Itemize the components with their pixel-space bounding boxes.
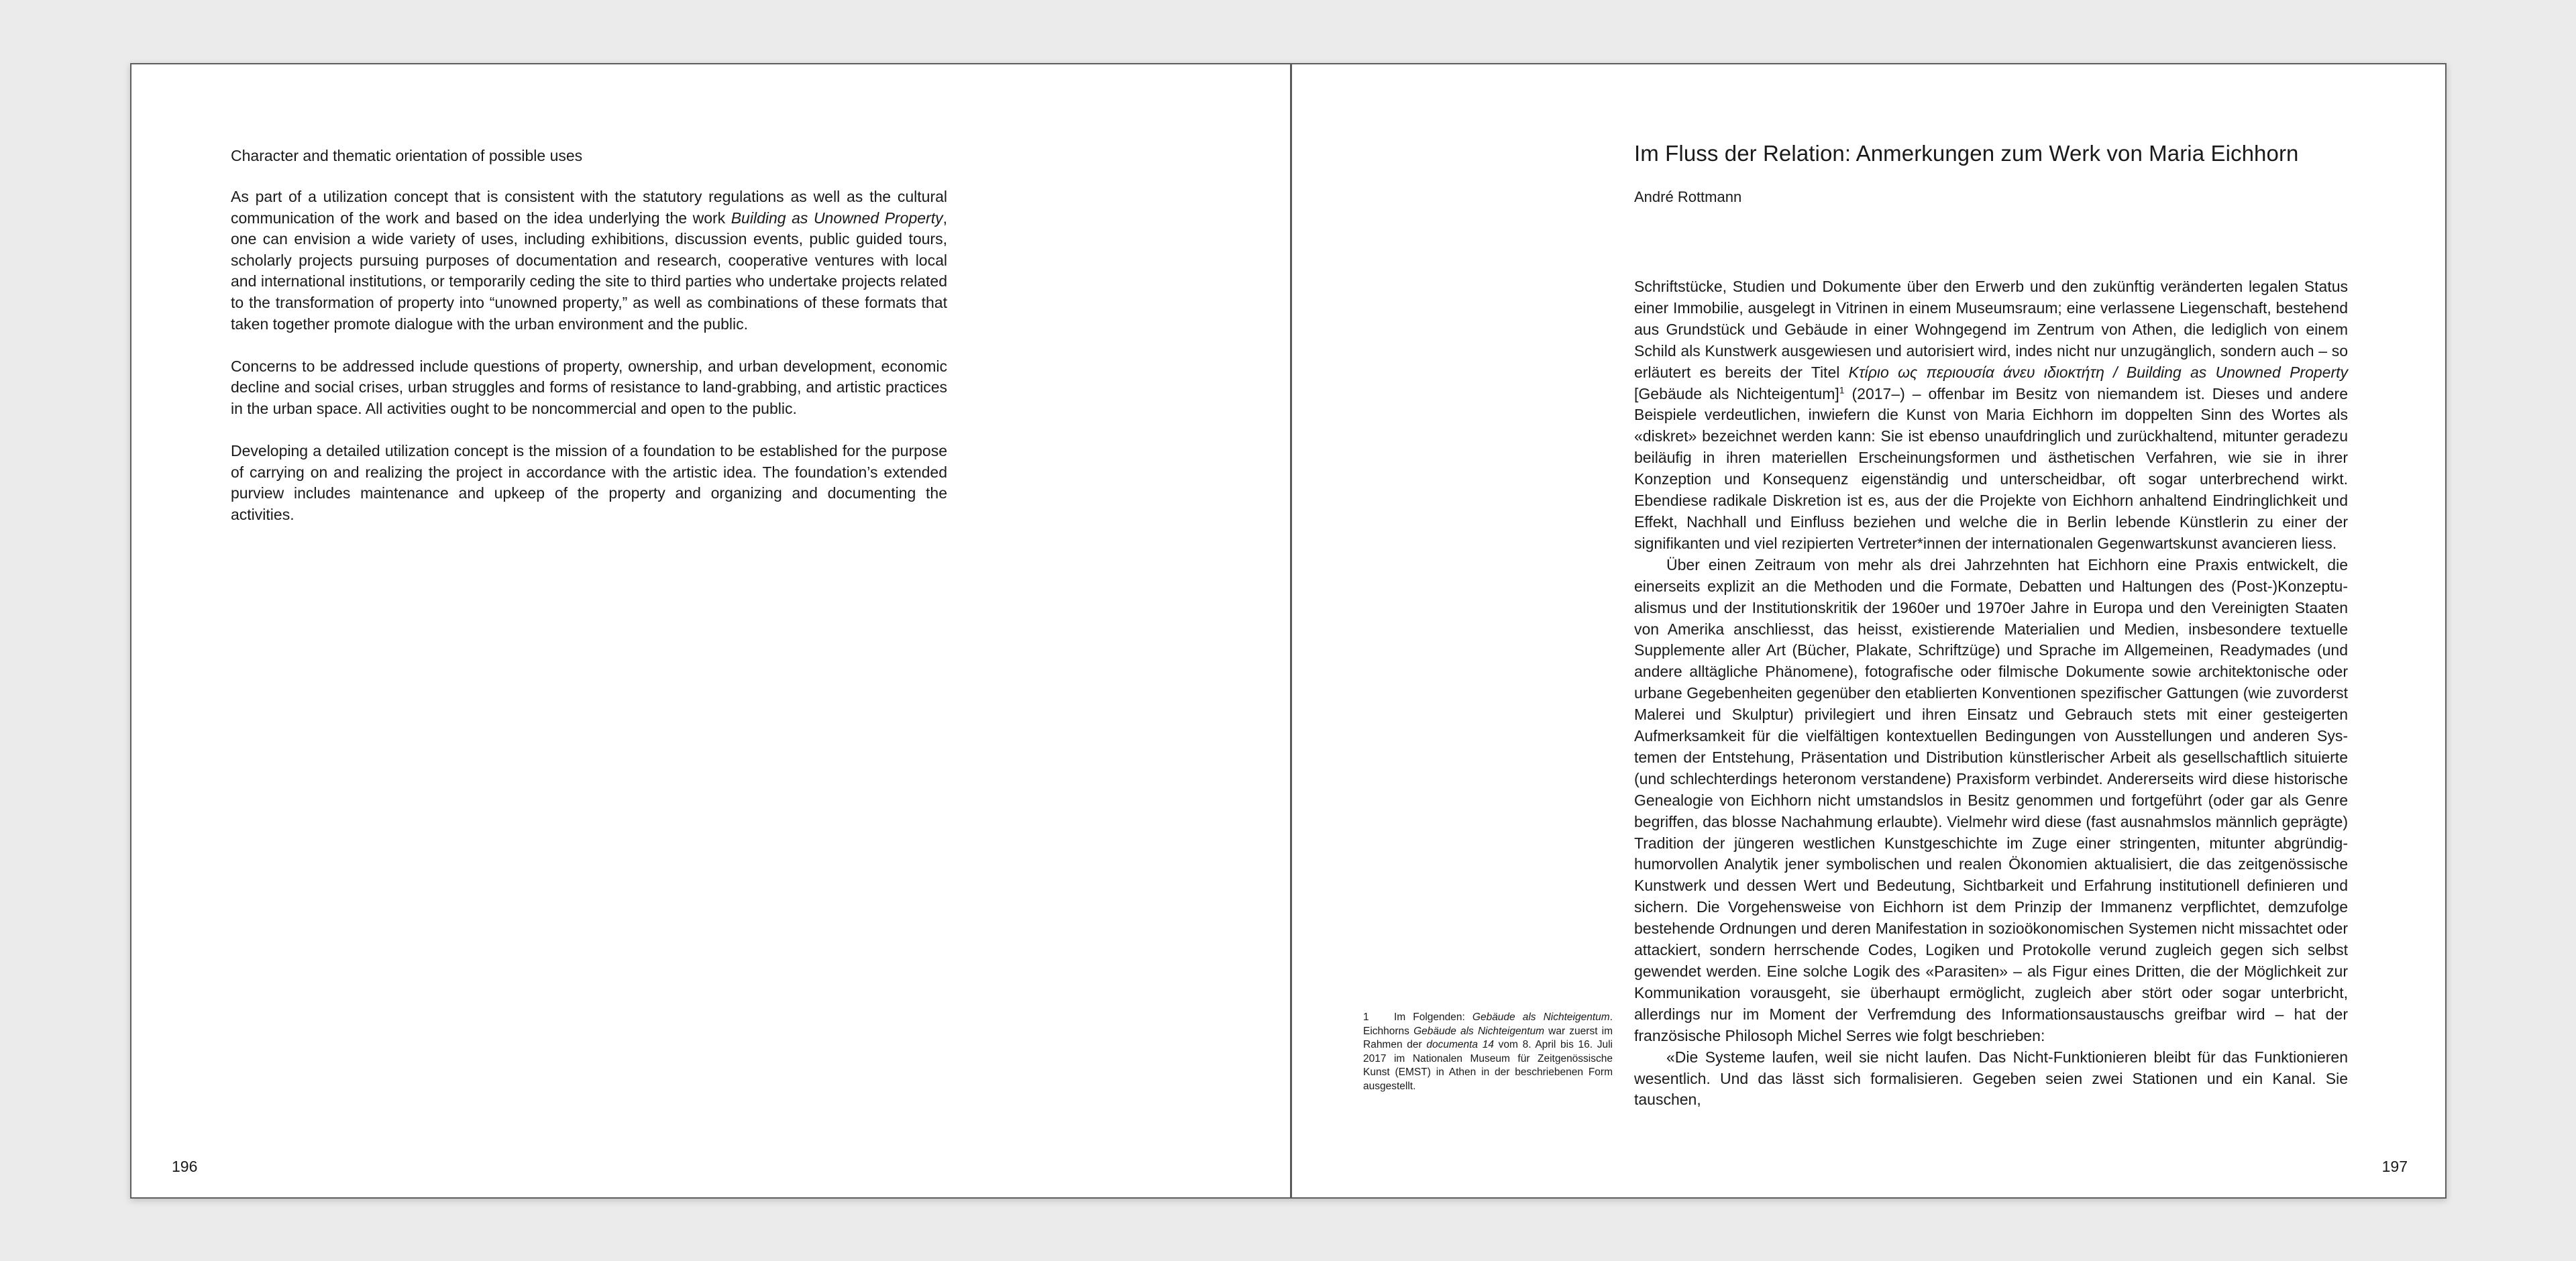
work-title: Building as Unowned Property xyxy=(731,209,943,227)
left-page xyxy=(131,64,1290,1197)
footnote: 1 Im Folgenden: Gebäude als Nichteigentum. Eichhorns Gebäude als Nichteigentum war zuerst im Rahmen der documenta 14 vom 8. April bis 16. Juli 2017 im Nationalen Museum für Zeitgenössische Kunst (EMST) in Athen in der beschriebenen Form ausgestellt. xyxy=(1363,1011,1613,1092)
right-page xyxy=(1292,64,2447,1197)
paragraph: As part of a utilization concept that is consistent with the statutory regulations as well as the cultural communication of the work and based on the idea underlying the work Building as Unowned Property, one can envision a wide variety of uses, including exhibitions, discussion events, public guided tours, scholarly projects pursuing purposes of documentation and research, cooperative ventures with local and international institutions, or temporarily ceding the site to third parties who undertake projects related to the transformation of property into “unowned property,” as well as combinations of these formats that taken together promote dialogue with the urban environment and the public. xyxy=(231,188,947,333)
page-number: 196 xyxy=(172,1158,198,1175)
paragraph: Über einen Zeitraum von mehr als drei Jahrzehnten hat Eichhorn eine Praxis entwickelt, die einerseits explizit an die Methoden und die Formate, Debatten und Haltungen des (Post-)Konzeptualismus und der Institutionskritik der 1960er und 1970er Jahre in Europa und den Vereinigten Staaten von Amerika anschliesst, das heisst, existierende Materialien und Medien, insbesondere textuelle Supplemente aller Art (Bücher, Plakate, Schriftzüge) und Sprache im Allgemeinen, Readymades (und andere alltägliche Phänomene), fotografische oder filmische Dokumente sowie architektonische oder urbane Gegebenheiten gegenüber den etablierten Konventionen spezifischer Gattungen (wie zuvorderst Malerei und Skulptur) privilegiert und ihren Einsatz und Gebrauch stets mit einer gesteigerten Aufmerksamkeit für die vielfältigen kontextuellen Bedingungen von Ausstellungen und anderen Systemen der Entstehung, Präsentation und Distribution künstlerischer Arbeit als gesellschaftlich situierte (und schlechterdings heteronom verstandene) Praxisform verbindet. Andererseits wird diese historische Genealogie von Eichhorn nicht umstandslos in Besitz genommen und fortgeführt (oder gar als Genre begriffen, das blosse Nachahmung erlaubte). Vielmehr wird diese (fast ausnahmslos männlich geprägte) Tradition der jüngeren westlichen Kunstgeschichte im Zuge einer stringenten, mitunter abgründig-humorvollen Analytik jener symbolischen und realen Ökonomien aktualisiert, die das zeitgenössische Kunstwerk und dessen Wert und Bedeutung, Sichtbarkeit und Erfahrung institutionell definieren und sichern. Die Vorgehensweise von Eichhorn ist dem Prinzip der Immanenz verpflichtet, demzufolge bestehende Ordnungen und deren Manifestation in sozioökonomischen Systemen nicht missachtet oder attackiert, sondern herrschende Codes, Logiken und Protokolle verund zugleich gegen sich selbst gewendet werden. Eine solche Logik des «Parasiten» – als Figur eines Dritten, die der Möglichkeit zur Kommunikation vorausgeht, sie überhaupt ermöglicht, zugleich aber stört oder sogar unterbricht, allerdings nur im Moment der Verfremdung des Informationsaustauschs greifbar wird – hat der französische Philosoph Michel Serres wie folgt beschrieben: xyxy=(1634,555,2348,1044)
section-heading: Character and thematic orientation of possible uses xyxy=(231,147,583,164)
quote-paragraph: «Die Systeme laufen, weil sie nicht laufen. Das Nicht-Funktionieren bleibt für das Funktionieren wesentlich. Und das lässt sich formalisieren. Gegeben seien zwei Stationen und ein Kanal. Sie tauschen, xyxy=(1634,1048,2348,1109)
author-name: André Rottmann xyxy=(1634,188,1742,205)
left-body-text xyxy=(231,186,947,547)
page-number: 197 xyxy=(2381,1158,2408,1175)
footnote-number: 1 xyxy=(1363,1011,1369,1023)
right-body-text xyxy=(1634,276,2348,1111)
paragraph: Developing a detailed utilization concept is the mission of a foundation to be established for the purpose of carrying on and realizing the project in accordance with the artistic idea. The foundation’s extended purview includes maintenance and upkeep of the property and organizing and documenting the activities. xyxy=(231,442,947,523)
paragraph: Concerns to be addressed include questions of property, ownership, and urban development, economic decline and social crises, urban struggles and forms of resistance to land-grabbing, and artistic practices in the urban space. All activities ought to be noncommercial and open to the public. xyxy=(231,357,947,417)
work-title: Κτίριο ως περιουσία άνευ ιδιοκτήτη / Building as Unowned Property xyxy=(1848,363,2348,381)
footnote-marker: 1 xyxy=(1839,384,1845,395)
book-spread xyxy=(130,63,2447,1199)
paragraph: Schriftstücke, Studien und Dokumente über den Erwerb und den zukünftig veränderten legalen Status einer Immobilie, ausgelegt in Vitrinen in einem Museumsraum; eine verlassene Liegenschaft, bestehend aus Grundstück und Gebäude in einer Wohngegend im Zentrum von Athen, die lediglich von einem Schild als Kunstwerk ausgewiesen und autorisiert wird, indes nicht nur unzugänglich, sondern auch – so erläutert es bereits der Titel Κτίριο ως περιουσία άνευ ιδιοκτήτη / Building as Unowned Property [Gebäude als Nichteigentum]$^1$ (2017–) – offenbar im Besitz von niemandem ist. Dieses und andere Beispiele verdeutlichen, inwiefern die Kunst von Maria Eichhorn im doppelten Sinn des Wortes als «diskret» bezeichnet werden kann: Sie ist ebenso unaufdringlich und zurückhaltend, mitunter geradezu beiläufig in ihren materiellen Erscheinungsformen und ästhetischen Verfahren, wie sie in ihrer Konzeption und Konsequenz eigenständig und unterscheidbar, oft sogar unterbrechend wirkt. Ebendiese radikale Diskretion ist es, aus der die Projekte von Eichhorn anhaltend Eindringlichkeit und Effekt, Nachhall und Einfluss beziehen und welche die in Berlin lebende Künstlerin zu einer der signifikanten und viel rezipierten Vertreter*innen der internationalen Gegenwartskunst avancieren liess. xyxy=(1634,278,2349,552)
article-title: Im Fluss der Relation: Anmerkungen zum Werk von Maria Eichhorn xyxy=(1634,141,2299,166)
